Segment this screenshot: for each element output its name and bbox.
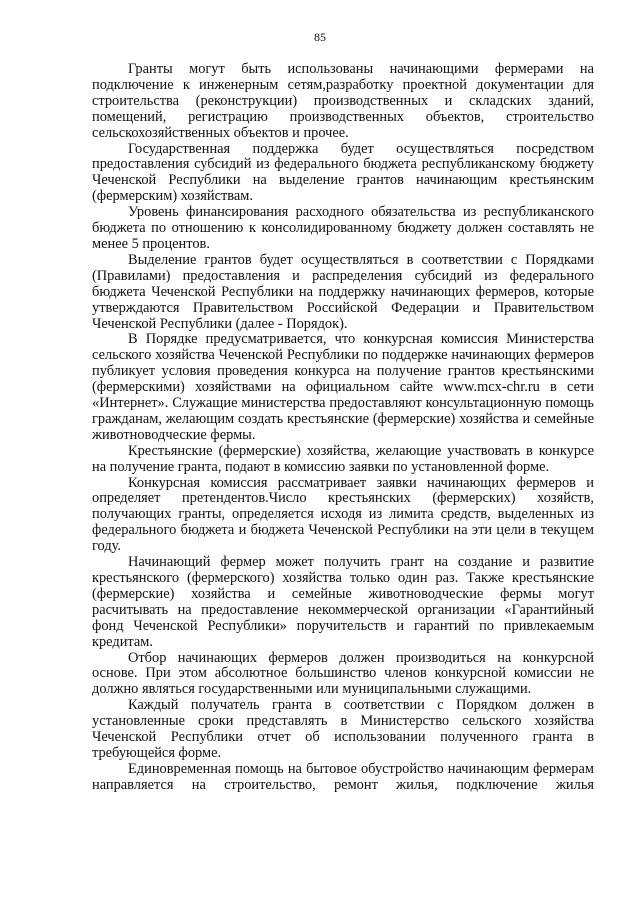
paragraph-household-assistance: Единовременная помощь на бытовое обустройство начинающим фермерам направляется на строительство, ремонт жилья, подключение жилья [92, 760, 594, 793]
paragraph-competition-commission: В Порядке предусматривается, что конкурсная комиссия Министерства сельского хозяйства Чеченской Республики по поддержке начинающих фермеров публикует условия проведения конкурса на получение грантов крестьянскими (фермерскими) хозяйствами на официальном сайте www.mcx-chr.ru в сети «Интернет». Служащие министерства предоставляют консультационную помощь гражданам, желающим создать крестьянские (фермерские) хозяйства и семейные животноводческие фермы. [92, 331, 594, 443]
paragraph-state-support: Государственная поддержка будет осуществляться посредством предоставления субсидий из федерального бюджета республиканскому бюджету Чеченской Республики на выделение грантов начинающим крестьянским (фермерским) хозяйствам. [92, 140, 594, 205]
page-number: 85 [314, 30, 326, 44]
paragraph-funding-level: Уровень финансирования расходного обязательства из республиканского бюджета по отношению к консолидированному бюджету должен составлять не менее 5 процентов. [92, 204, 594, 252]
paragraph-applications: Крестьянские (фермерские) хозяйства, желающие участвовать в конкурсе на получение гранта, подают в комиссию заявки по установленной форме. [92, 442, 594, 475]
paragraph-selection-basis: Отбор начинающих фермеров должен производиться на конкурсной основе. При этом абсолютное большинство членов конкурсной комиссии не должно являться государственными или муниципальными служащими. [92, 649, 594, 698]
paragraph-grants-usage: Гранты могут быть использованы начинающими фермерами на подключение к инженерным сетям,разработку проектной документации для строительства (реконструкции) производственных и складских зданий, помещений, регистрацию производственных объектов, строительство сельскохозяйственных объектов и прочее. [92, 61, 594, 141]
document-body [92, 62, 594, 794]
paragraph-reporting: Каждый получатель гранта в соответствии с Порядком должен в установленные сроки представлять в Министерство сельского хозяйства Чеченской Республики отчет об использовании полученного гранта в требующейся форме. [92, 697, 594, 761]
paragraph-grant-allocation: Выделение грантов будет осуществляться в соответствии с Порядками (Правилами) предоставления и распределения субсидий из федерального бюджета Чеченской Республики на поддержку начинающих фермеров, которые утверждаются Правительством Российской Федерации и Правительством Чеченской Республики (далее - Порядок). [92, 251, 594, 332]
paragraph-review-applications: Конкурсная комиссия рассматривает заявки начинающих фермеров и определяет претендентов.Число крестьянских (фермерских) хозяйств, получающих гранты, определяется исходя из лимита средств, выделенных из федерального бюджета и бюджета Чеченской Республики на эти цели в текущем году. [92, 474, 594, 555]
paragraph-one-time-grant: Начинающий фермер может получить грант на создание и развитие крестьянского (фермерского) хозяйства только один раз. Также крестьянские (фермерские) хозяйства и семейные животноводческие фермы могут расчитывать на предоставление некоммерческой организации «Гарантийный фонд Чеченской Республики» поручительств и гарантий по привлекаемым кредитам. [92, 554, 594, 650]
